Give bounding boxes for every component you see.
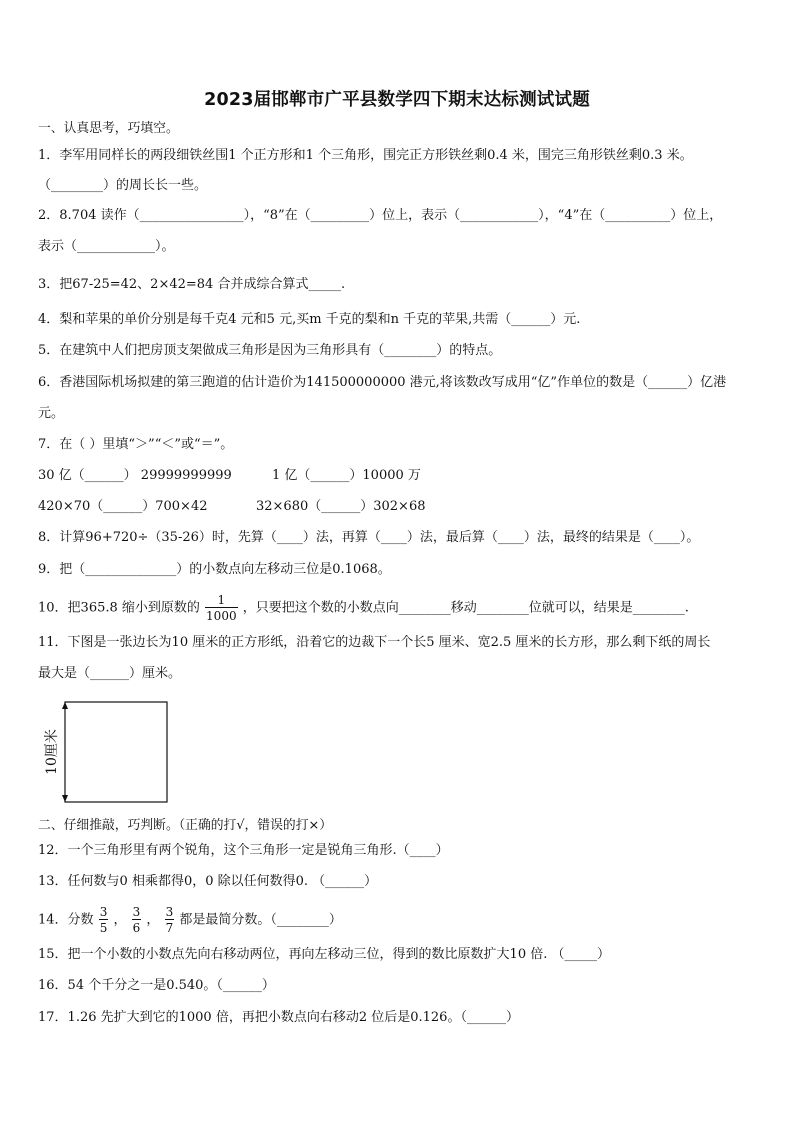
question-7-stem: 7．在（ ）里填“＞”“＜”或“＝”。 bbox=[38, 437, 234, 452]
question-1-line-1: 1．李军用同样长的两段细铁丝围1 个正方形和1 个三角形，围完正方形铁丝剩0.4 米，围完三角形铁丝剩0.3 米。 bbox=[38, 148, 693, 163]
question-11-line-1: 11．下图是一张边长为10 厘米的正方形纸，沿着它的边裁下一个长5 厘米、宽2.5 厘米的长方形，那么剩下纸的周长 bbox=[38, 635, 711, 650]
fraction-separator: ， bbox=[146, 912, 160, 928]
question-10 bbox=[38, 594, 689, 622]
question-6-line-1: 6．香港国际机场拟建的第三跑道的估计造价为141500000000 港元,将该数改写成用“亿”作单位的数是（______）亿港 bbox=[38, 375, 727, 390]
question-11-line-2: 最大是（______）厘米。 bbox=[38, 666, 182, 681]
fraction-numerator: 3 bbox=[99, 905, 108, 919]
question-3: 3．把67-25=42、2×42=84 合并成综合算式_____. bbox=[38, 277, 346, 292]
fraction-numerator: 1 bbox=[205, 594, 238, 608]
question-13: 13．任何数与0 相乘都得0，0 除以任何数得0. （______） bbox=[38, 874, 378, 889]
question-10-prefix: 10．把365.8 缩小到原数的 bbox=[38, 600, 200, 616]
question-2-line-2: 表示（____________）。 bbox=[38, 239, 175, 254]
question-7-row-2-left: 420×70（______）700×42 bbox=[38, 499, 208, 514]
question-15: 15．把一个小数的小数点先向右移动两位，再向左移动三位，得到的数比原数扩大10 倍. （_____） bbox=[38, 947, 610, 962]
question-4: 4．梨和苹果的单价分别是每千克4 元和5 元,买m 千克的梨和n 千克的苹果,共需（______）元. bbox=[38, 312, 581, 327]
question-2-line-1: 2．8.704 读作（________________），“8”在（_________）位上，表示（____________），“4”在（__________）位上， bbox=[38, 208, 723, 223]
question-14-prefix: 14．分数 bbox=[38, 912, 94, 928]
question-10-fraction bbox=[205, 594, 238, 622]
square-side-label: 10厘米 bbox=[44, 729, 60, 775]
fraction-denominator: 6 bbox=[132, 921, 141, 935]
fraction-numerator: 3 bbox=[165, 905, 174, 919]
fraction-denominator: 7 bbox=[165, 921, 174, 935]
question-14-fraction-2 bbox=[132, 906, 142, 934]
question-12: 12．一个三角形里有两个锐角，这个三角形一定是锐角三角形.（____） bbox=[38, 843, 449, 858]
section1-heading: 一、认真思考，巧填空。 bbox=[38, 121, 179, 136]
section2-heading: 二、仔细推敲，巧判断。（正确的打√，错误的打×） bbox=[38, 818, 333, 833]
question-14-suffix: 都是最简分数。（________） bbox=[179, 912, 342, 928]
question-14-fraction-3 bbox=[165, 906, 175, 934]
dimension-arrow-top bbox=[62, 702, 68, 709]
question-7-row-1-left: 30 亿（______） 29999999999 bbox=[38, 468, 232, 483]
question-7-row-1-right: 1 亿（______）10000 万 bbox=[272, 468, 421, 483]
question-14 bbox=[38, 906, 342, 934]
question-8: 8．计算96+720÷（35-26）时，先算（____）法，再算（____）法，最后算（____）法，最终的结果是（____）。 bbox=[38, 530, 700, 545]
fraction-separator: ， bbox=[113, 912, 127, 928]
fraction-denominator: 5 bbox=[99, 921, 108, 935]
fraction-numerator: 3 bbox=[132, 905, 141, 919]
doc-title: 2023届邯郸市广平县数学四下期末达标测试试题 bbox=[204, 90, 590, 110]
square-paper-figure bbox=[38, 698, 172, 808]
question-1-line-2: （________）的周长长一些。 bbox=[38, 178, 208, 193]
question-14-fraction-1 bbox=[99, 906, 109, 934]
question-10-suffix: ，只要把这个数的小数点向________移动________位就可以，结果是________. bbox=[242, 600, 689, 616]
fraction-denominator: 1000 bbox=[206, 609, 237, 623]
question-16: 16．54 个千分之一是0.540。（______） bbox=[38, 978, 275, 993]
question-6-line-2: 元。 bbox=[38, 406, 65, 421]
question-17: 17．1.26 先扩大到它的1000 倍，再把小数点向右移动2 位后是0.126。（______） bbox=[38, 1010, 519, 1025]
dimension-arrow-bottom bbox=[62, 795, 68, 802]
question-7-row-2-right: 32×680（______）302×68 bbox=[256, 499, 426, 514]
question-5: 5．在建筑中人们把房顶支架做成三角形是因为三角形具有（________）的特点。 bbox=[38, 343, 502, 358]
square-outline bbox=[65, 702, 167, 802]
question-9: 9．把（______________）的小数点向左移动三位是0.1068。 bbox=[38, 562, 391, 577]
